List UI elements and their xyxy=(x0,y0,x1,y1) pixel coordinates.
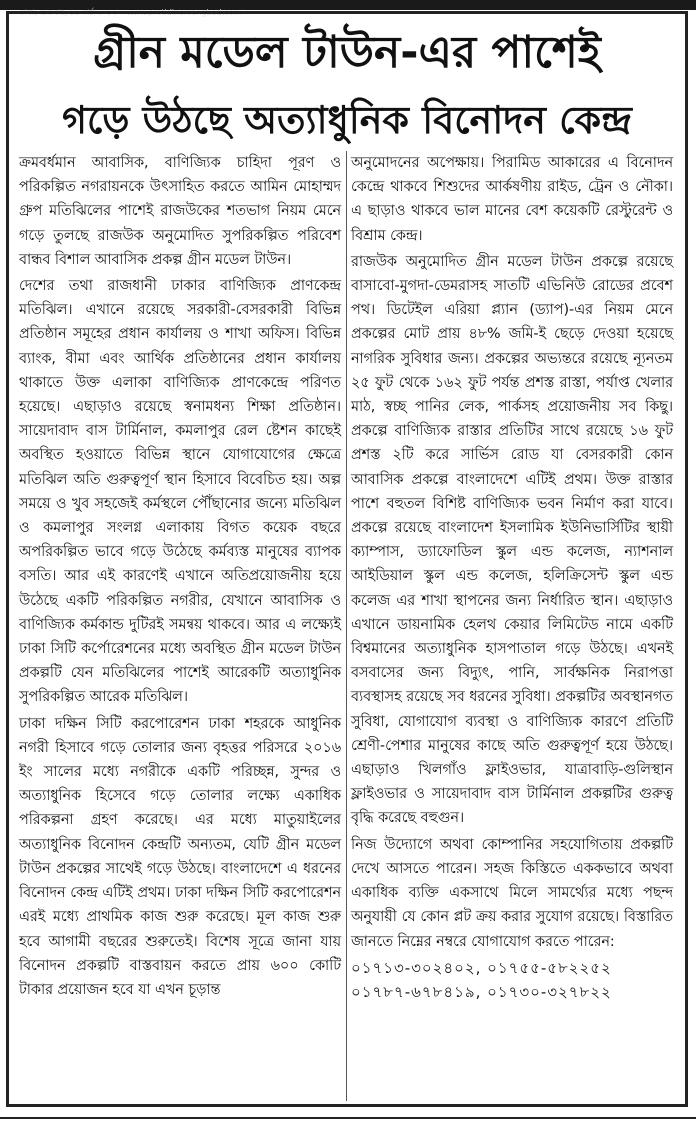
left-column xyxy=(19,151,341,1106)
paragraph: ঢাকা দক্ষিন সিটি করপোরেশন ঢাকা শহরকে আধুনিক নগরী হিসাবে গড়ে তোলার জন্য বৃহত্তর পরিসরে ২০১৬ ইং সালের মধ্যে নগরীকে একটি পরিচ্ছন্ন, সুন্দর ও অত্যাধুনিক হিসেবে গড়ে তোলার লক্ষ্যে একাধিক পরিকল্পনা গ্রহণ করেছে। এর মধ্যে মাতুয়াইলের অত্যাধুনিক বিনোদন কেন্দ্রটি অন্যতম, যেটি গ্রীন মডেল টাউন প্রকল্পের সাথেই গড়ে উঠছে। বাংলাদেশে এ ধরনের বিনোদন কেন্দ্র এটিই প্রথম। ঢাকা দক্ষিন সিটি করপোরেশন এরই মধ্যে প্রাথমিক কাজ শুরু করেছে। মূল কাজ শুরু হবে আগামী বছরের শুরুতেই। বিশেষ সূত্রে জানা যায় বিনোদন প্রকল্পটি বাস্তবায়ন করতে প্রায় ৬০০ কোটি টাকার প্রয়োজন হবে যা এখন চূড়ান্ত xyxy=(19,715,341,998)
headline-line-2: গড়ে উঠছে অত্যাধুনিক বিনোদন কেন্দ্র xyxy=(62,98,632,142)
bottom-rule xyxy=(0,1117,696,1119)
header-strip-text: ঢাকা, শুক্রবার, ১১ মার্চ ২০১৬ • www.protidinersangbad.com xyxy=(20,8,242,17)
contact-phones xyxy=(351,956,673,1004)
phone-line-1: ০১৭১৩-৩০২৪০২, ০১৭৫৫-৫৮২২৫২ xyxy=(351,958,612,977)
paragraph: ক্রমবর্ধমান আবাসিক, বাণিজ্যিক চাহিদা পূরণ ও পরিকল্পিত নগরায়নকে উৎসাহিত করতে আমিন মোহাম্মদ গ্রুপ মতিঝিলের পাশেই রাজউকের শতভাগ নিয়ম মেনে গড়ে তুলছে রাজউক অনুমোদিত সুপরিকল্পিত পরিবেশ বান্ধব বিশাল আবাসিক প্রকল্প গ্রীন মডেল টাউন। xyxy=(19,155,341,268)
column-divider xyxy=(346,151,347,1101)
headline-line-1: গ্রীন মডেল টাউন-এর পাশেই xyxy=(93,27,601,78)
news-article xyxy=(6,11,688,1107)
phone-line-2: ০১৭৮৭-৬৭৮৪১৯, ০১৭৩০-৩২৭৮২২ xyxy=(351,982,612,1001)
paragraph: দেশের তথা রাজধানী ঢাকার বাণিজ্যিক প্রাণকেন্দ্র মতিঝিল। এখানে রয়েছে সরকারী-বেসরকারী বিভিন্ন প্রতিষ্ঠান সমূহের প্রধান কার্যালয় ও শাখা অফিস। বিভিন্ন ব্যাংক, বীমা এবং আর্থিক প্রতিষ্ঠানের প্রধান কার্যালয় থাকাতে উক্ত এলাকা বাণিজ্যিক প্রাণকেন্দ্রে পরিণত হয়েছে। এছাড়াও রয়েছে স্বনামধন্য শিক্ষা প্রতিষ্ঠান। সায়েদাবাদ বাস টার্মিনাল, কমলাপুর রেল ষ্টেশন কাছেই অবস্থিত হওয়াতে বিভিন্ন স্থানে যোগাযোগের ক্ষেত্রে মতিঝিল অতি গুরুত্বপূর্ণ স্থান হিসাবে বিবেচিত হয়। অল্প সময়ে ও খুব সহজেই কর্মস্থলে পৌঁছানোর জন্যে মতিঝিল ও কমলাপুর সংলগ্ন এলাকায় বিগত কয়েক বছরে অপরিকল্পিত ভাবে গড়ে উঠেছে কর্মব্যস্ত মানুষের ব্যাপক বসতি। আর এই কারণেই এখানে অতিপ্রয়োজনীয় হয়ে উঠেছে একটি পরিকল্পিত নগরীর, যেখানে আবাসিক ও বাণিজ্যিক কর্মকান্ড দুটিরই সমন্বয় থাকবে। আর এ লক্ষ্যেই ঢাকা সিটি কর্পোরেশনের মধ্যে অবস্থিত গ্রীন মডেল টাউন প্রকল্পটি যেন মতিঝিলের পাশেই আরেকটি অত্যাধুনিক সুপরিকল্পিত আরেক মতিঝিল। xyxy=(19,278,341,706)
right-column xyxy=(351,151,673,1106)
paragraph: রাজউক অনুমোদিত গ্রীন মডেল টাউন প্রকল্পে রয়েছে বাসাবো-মুগদা-ডেমরাসহ সাতটি এভিনিউ রোডের প্রবেশ পথ। ডিটেইল এরিয়া প্ল্যান (ড্যাপ)-এর নিয়ম মেনে প্রকল্পের মোট প্রায় ৪৮% জমি-ই ছেড়ে দেওয়া হয়েছে নাগরিক সুবিধার জন্য। প্রকল্পের অভ্যন্তরে রয়েছে ন্যূনতম ২৫ ফুট থেকে ১৬২ ফুট পর্যন্ত প্রশস্ত রাস্তা, পর্যাপ্ত খেলার মাঠ, স্বচ্ছ পানির লেক, পার্কসহ প্রয়োজনীয় সব কিছু। প্রকল্পে বাণিজ্যিক রাস্তার প্রতিটির সাথে রয়েছে ১৬ ফুট প্রশস্ত ২টি করে সার্ভিস রোড যা বেসরকারী কোন আবাসিক প্রকল্পে বাংলাদেশে এটিই প্রথম। উক্ত রাস্তার পাশে বহুতল বিশিষ্ট বাণিজ্যিক ভবন নির্মাণ করা যাবে। প্রকল্পে রয়েছে বাংলাদেশ ইসলামিক ইউনিভার্সিটির স্থায়ী ক্যাম্পাস, ড্যাফোডিল স্কুল এন্ড কলেজ, ন্যাশনাল আইডিয়াল স্কুল এন্ড কলেজ, হলিক্রিসেন্ট স্কুল এন্ড কলেজ এর শাখা স্থাপনের জন্য নির্ধারিত স্থান। এছাড়াও এখানে ডায়নামিক হেলথ কেয়ার লিমিটেড নামে একটি বিশ্বমানের অত্যাধুনিক হাসপাতাল গড়ে উঠছে। এখনই বসবাসের জন্য বিদ্যুৎ, পানি, সার্বক্ষনিক নিরাপত্তা ব্যবস্থাসহ রয়েছে সব ধরনের সুবিধা। প্রকল্পটির অবস্থানগত সুবিধা, যোগাযোগ ব্যবস্থা ও বাণিজ্যিক কারণে প্রতিটি শ্রেণী-পেশার মানুষের কাছে অতি গুরুত্বপূর্ণ হয়ে উঠছে। এছাড়াও খিলগাঁও ফ্লাইওভার, যাত্রাবাড়ি-গুলিস্থান ফ্লাইওভার ও সায়েদাবাদ বাস টার্মিনাল প্রকল্পটির গুরুত্ব বৃদ্ধি করেছে বহুগুন। xyxy=(351,253,673,827)
paragraph: নিজ উদ্যোগে অথবা কোম্পানির সহযোগিতায় প্রকল্পটি দেখে আসতে পারেন। সহজ কিস্তিতে এককভাবে অথবা একাধিক ব্যক্তি একসাথে মিলে সামর্থ্যের মধ্যে পছন্দ অনুযায়ী যে কোন প্লট ক্রয় করার সুযোগ রয়েছে। বিস্তারিত জানতে নিম্নের নম্বরে যোগাযোগ করতে পারেন: xyxy=(351,836,673,950)
header-strip xyxy=(0,0,696,17)
paragraph: অনুমোদনের অপেক্ষায়। পিরামিড আকারের এ বিনোদন কেন্দ্রে থাকবে শিশুদের আর্কষণীয় রাইড, ট্রেন ও নৌকা। এ ছাড়াও থাকবে ভাল মানের বেশ কয়েকটি রেস্টুরেন্ট ও বিশ্রাম কেন্দ্র। xyxy=(351,155,673,244)
